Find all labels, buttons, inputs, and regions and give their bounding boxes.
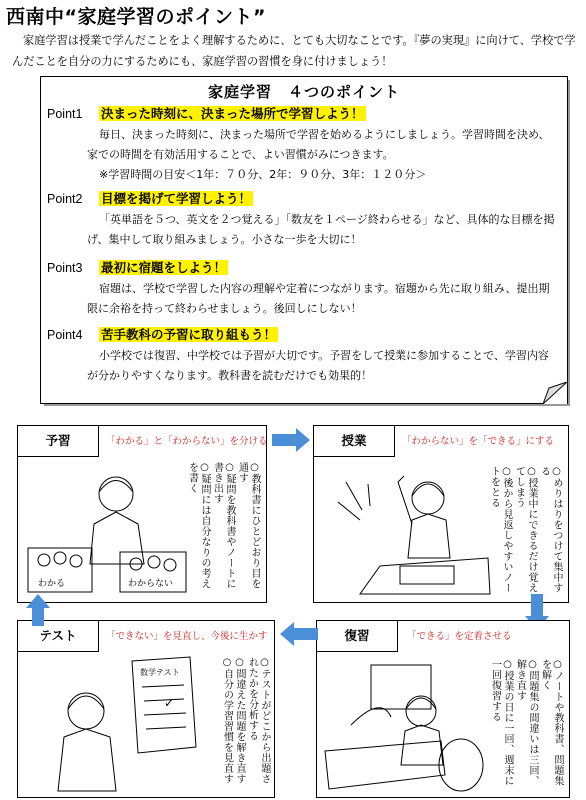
panel-yoshu-subtitle: 「わかる」と「わからない」を分ける <box>106 436 268 447</box>
test-sheet-label: 数学テスト <box>140 668 180 677</box>
point-1-heading: 決まった時刻に、決まった場所で学習しよう！ <box>101 106 364 121</box>
panel-fukushu-text: ○ノートや教科書、問題集を解く ○問題集の間違いは三回、解き直す ○授業の日に一回、週末に一回復習する <box>489 659 563 786</box>
panel-jugyo-tag: 授業 <box>314 426 395 457</box>
points-box-title: 家庭学習 ４つのポイント <box>207 83 400 101</box>
point-1-note: ※学習時間の目安＜1年：７０分、2年：９０分、3年：１２０分＞ <box>99 168 427 181</box>
arrow-up-icon <box>26 594 50 626</box>
page-curl-icon <box>543 382 567 404</box>
panel-fukushu-subtitle: 「できる」を定着させる <box>407 631 512 642</box>
point-2-label: Point2 <box>47 192 83 206</box>
point-2-body: 「英単語を５つ、英文を２つ覚える」「数友を１ページ終わらせる」など、具体的な目標を掲げ、集中して取り組みましょう。小さな一歩を大切に！ <box>87 213 555 246</box>
point-1 <box>47 104 559 185</box>
point-2-heading: 目標を掲げて学習しよう！ <box>101 191 252 206</box>
point-4-heading: 苦手教科の予習に取り組もう！ <box>101 327 277 342</box>
point-3-body: 宿題は、学校で学習した内容の理解や定着につながります。宿題から先に取り組み、提出期限に余裕を持って終わらせましょう。後回しにしない！ <box>87 282 550 315</box>
point-4-body: 小学校では復習、中学校では予習が大切です。予習をして授業に参加することで、学習内容が分かりやすくなります。教科書を読むだけでも効果的！ <box>87 349 549 382</box>
page-title: 西南中“家庭学習のポイント” <box>6 6 266 28</box>
panel-test <box>17 620 275 798</box>
box-label-wakaranai: わからない <box>128 579 174 589</box>
panel-jugyo <box>313 425 569 603</box>
point-3 <box>47 258 559 319</box>
panel-test-subtitle: 「できない」を見直し、今後に生かす <box>106 631 268 642</box>
point-4 <box>47 325 559 386</box>
student-with-test-illustration <box>24 655 202 793</box>
point-4-label: Point4 <box>47 328 83 342</box>
point-1-label: Point1 <box>47 107 83 121</box>
point-2 <box>47 189 559 250</box>
panel-yoshu <box>17 425 267 603</box>
panel-test-tag: テスト <box>18 621 99 652</box>
panel-test-text: ○テストがどこから出題されたかを分析する ○間違えた問題を解き直す ○自分の学習習慣を見直す <box>221 657 270 784</box>
panel-jugyo-subtitle: 「わからない」を「できる」にする <box>402 436 555 447</box>
point-1-body: 毎日、決まった時刻に、決まった場所で学習を始めるようにしましょう。学習時間を決め、家での時間を有効活用することで、よい習慣がみにつきます。 <box>87 128 550 161</box>
panel-yoshu-tag: 予習 <box>18 426 99 457</box>
panel-fukushu-tag: 復習 <box>317 621 398 652</box>
student-at-desk-illustration <box>321 655 501 793</box>
panel-yoshu-text: ○教科書にひとどおり目を通す ○疑問を教科書やノートに書き出す ○疑問には自分なりの考えを書く <box>186 462 260 589</box>
student-raising-hand-illustration <box>320 462 496 598</box>
box-label-wakaru: わかる <box>38 579 66 589</box>
panel-jugyo-text: ○めりはりをつけて集中する ○授業中にできるだけ覚えてしまう ○後から見返しやすいノートをとる <box>488 466 562 593</box>
svg-text:✓: ✓ <box>164 696 175 710</box>
intro-paragraph <box>12 30 578 72</box>
intro-text: 家庭学習は授業で学んだことをよく理解するために、とても大切なことです。『夢の実現』に向けて、学校で学んだことを自分の力にするためにも、家庭学習の習慣を身に付けましょう！ <box>12 34 576 68</box>
point-3-label: Point3 <box>47 261 83 275</box>
arrow-right-icon <box>272 428 312 452</box>
student-studying-illustration <box>24 464 194 598</box>
point-3-heading: 最初に宿題をしよう！ <box>101 260 227 275</box>
points-box <box>40 76 568 404</box>
panel-fukushu <box>316 620 570 798</box>
arrow-left-icon <box>278 622 318 646</box>
